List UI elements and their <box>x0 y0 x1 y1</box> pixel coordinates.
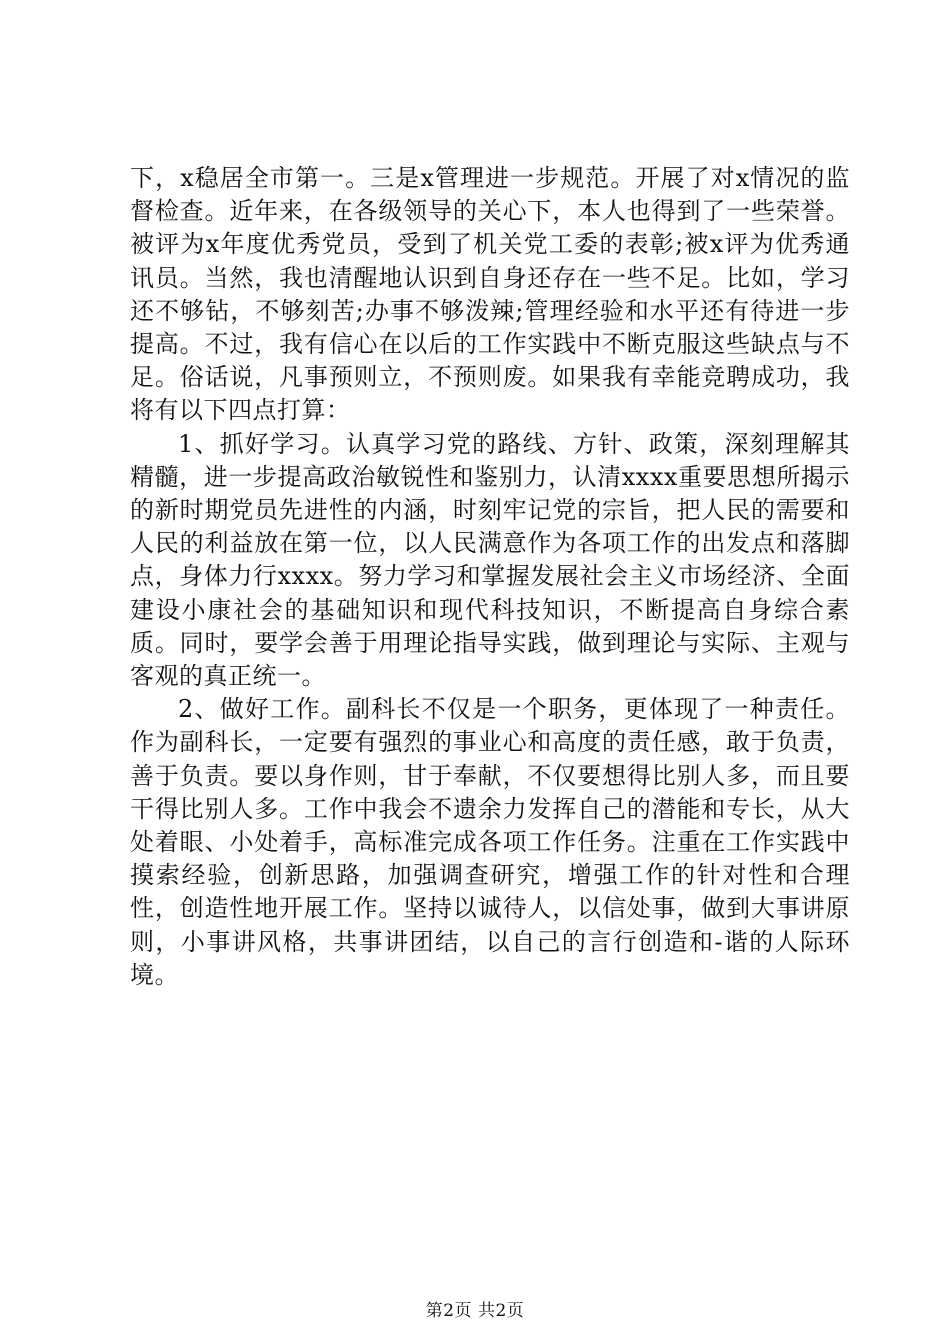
document-body <box>130 162 850 992</box>
paragraph-work-plan: 2、做好工作。副科长不仅是一个职务，更体现了一种责任。作为副科长，一定要有强烈的事业心和高度的责任感，敢于负责，善于负责。要以身作则，甘于奉献，不仅要想得比别人多，而且要干得比别人多。工作中我会不遗余力发挥自己的潜能和专长，从大处着眼、小处着手，高标准完成各项工作任务。注重在工作实践中摸索经验，创新思路，加强调查研究，增强工作的针对性和合理性，创造性地开展工作。坚持以诚待人，以信处事，做到大事讲原则，小事讲风格，共事讲团结，以自己的言行创造和-谐的人际环境。 <box>130 695 850 989</box>
page-number-footer: 第2页 共2页 <box>425 1301 525 1321</box>
paragraph-study-plan: 1、抓好学习。认真学习党的路线、方针、政策，深刻理解其精髓，进一步提高政治敏锐性和鉴别力，认清xxxx重要思想所揭示的新时期党员先进性的内涵，时刻牢记党的宗旨，把人民的需要和人民的利益放在第一位，以人民满意作为各项工作的出发点和落脚点，身体力行xxxx。努力学习和掌握发展社会主义市场经济、全面建设小康社会的基础知识和现代科技知识，不断提高自身综合素质。同时，要学会善于用理论指导实践，做到理论与实际、主观与客观的真正统一。 <box>130 429 850 691</box>
paragraph-continuation: 下，x稳居全市第一。三是x管理进一步规范。开展了对x情况的监督检查。近年来，在各级领导的关心下，本人也得到了一些荣誉。被评为x年度优秀党员，受到了机关党工委的表彰;被x评为优秀通讯员。当然，我也清醒地认识到自身还存在一些不足。比如，学习还不够钻，不够刻苦;办事不够泼辣;管理经验和水平还有待进一步提高。不过，我有信心在以后的工作实践中不断克服这些缺点与不足。俗话说，凡事预则立，不预则废。如果我有幸能竞聘成功，我将有以下四点打算： <box>130 164 850 425</box>
